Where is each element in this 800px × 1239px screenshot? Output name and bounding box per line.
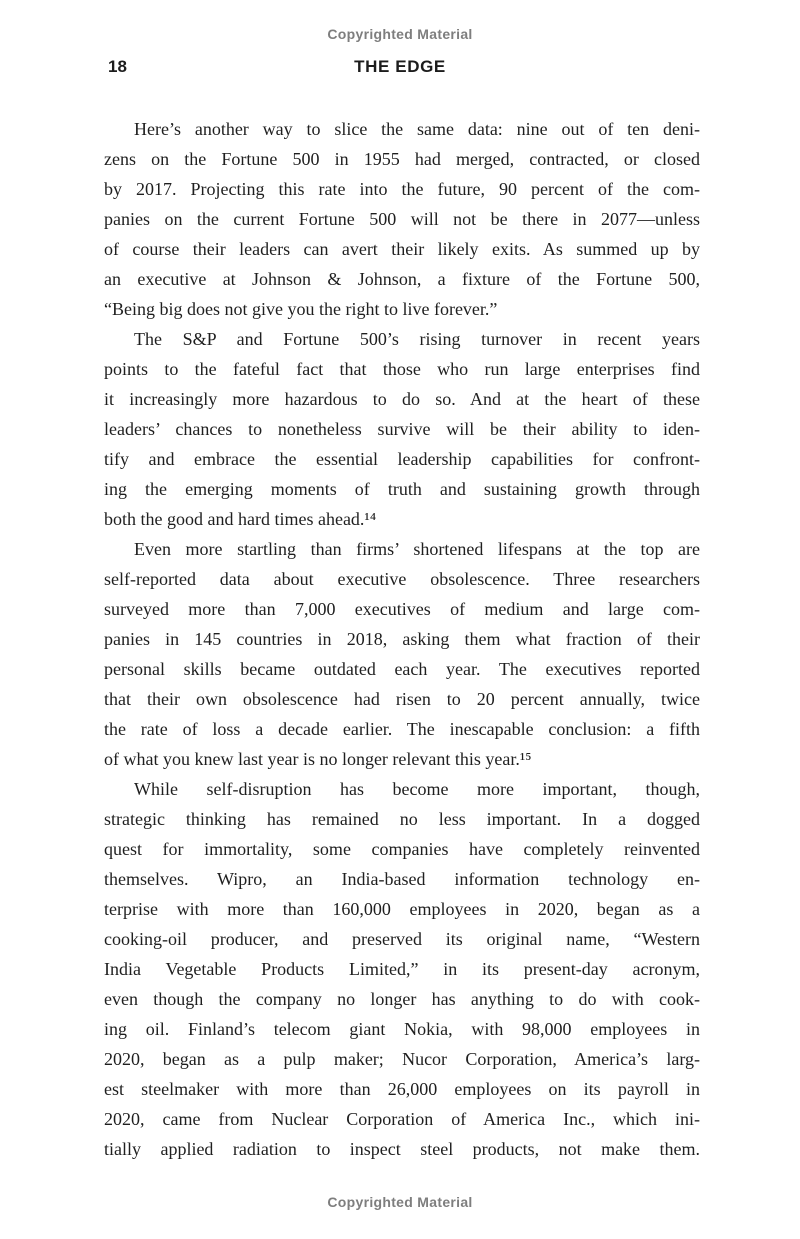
text-line: surveyed more than 7,000 executives of medium and large com- xyxy=(104,599,700,619)
text-line: 2020, began as a pulp maker; Nucor Corporation, America’s larg- xyxy=(104,1049,700,1069)
text-line: zens on the Fortune 500 in 1955 had merged, contracted, or closed xyxy=(104,149,700,169)
text-line: cooking-oil producer, and preserved its original name, “Western xyxy=(104,929,700,949)
text-line: terprise with more than 160,000 employees in 2020, began as a xyxy=(104,899,700,919)
page-header xyxy=(104,57,696,79)
text-line: an executive at Johnson & Johnson, a fixture of the Fortune 500, xyxy=(104,269,700,289)
text-line: strategic thinking has remained no less important. In a dogged xyxy=(104,809,700,829)
text-line: ing oil. Finland’s telecom giant Nokia, with 98,000 employees in xyxy=(104,1019,700,1039)
text-line: themselves. Wipro, an India-based information technology en- xyxy=(104,869,700,889)
text-line: the rate of loss a decade earlier. The inescapable conclusion: a fifth xyxy=(104,719,700,739)
copyright-notice-bottom: Copyrighted Material xyxy=(327,1194,473,1210)
text-line: Here’s another way to slice the same data: nine out of ten deni- xyxy=(134,119,700,139)
text-line: personal skills became outdated each year. The executives reported xyxy=(104,659,700,679)
text-line: tially applied radiation to inspect steel products, not make them. xyxy=(104,1139,700,1159)
text-line: by 2017. Projecting this rate into the future, 90 percent of the com- xyxy=(104,179,700,199)
text-line: it increasingly more hazardous to do so. And at the heart of these xyxy=(104,389,700,409)
page-number: 18 xyxy=(108,57,127,76)
text-line: ing the emerging moments of truth and sustaining growth through xyxy=(104,479,700,499)
text-line: leaders’ chances to nonetheless survive will be their ability to iden- xyxy=(104,419,700,439)
text-line: points to the fateful fact that those who run large enterprises find xyxy=(104,359,700,379)
text-line: tify and embrace the essential leadership capabilities for confront- xyxy=(104,449,700,469)
text-line: India Vegetable Products Limited,” in its present-day acronym, xyxy=(104,959,700,979)
text-line: panies on the current Fortune 500 will not be there in 2077—unless xyxy=(104,209,700,229)
text-line: self-reported data about executive obsolescence. Three researchers xyxy=(104,569,700,589)
text-line: of course their leaders can avert their likely exits. As summed up by xyxy=(104,239,700,259)
text-line: both the good and hard times ahead.¹⁴ xyxy=(104,509,377,529)
text-line: “Being big does not give you the right to live forever.” xyxy=(104,299,498,319)
text-line: even though the company no longer has anything to do with cook- xyxy=(104,989,700,1009)
text-line: The S&P and Fortune 500’s rising turnover in recent years xyxy=(134,329,700,349)
running-title: THE EDGE xyxy=(354,57,446,76)
text-line: of what you knew last year is no longer relevant this year.¹⁵ xyxy=(104,749,532,769)
text-line: 2020, came from Nuclear Corporation of America Inc., which ini- xyxy=(104,1109,700,1129)
text-line: While self-disruption has become more important, though, xyxy=(134,779,700,799)
text-line: that their own obsolescence had risen to 20 percent annually, twice xyxy=(104,689,700,709)
body-text xyxy=(104,114,700,1164)
text-line: panies in 145 countries in 2018, asking them what fraction of their xyxy=(104,629,700,649)
text-line: est steelmaker with more than 26,000 employees on its payroll in xyxy=(104,1079,700,1099)
copyright-notice-top: Copyrighted Material xyxy=(327,26,473,42)
text-line: Even more startling than firms’ shortened lifespans at the top are xyxy=(134,539,700,559)
text-line: quest for immortality, some companies have completely reinvented xyxy=(104,839,700,859)
